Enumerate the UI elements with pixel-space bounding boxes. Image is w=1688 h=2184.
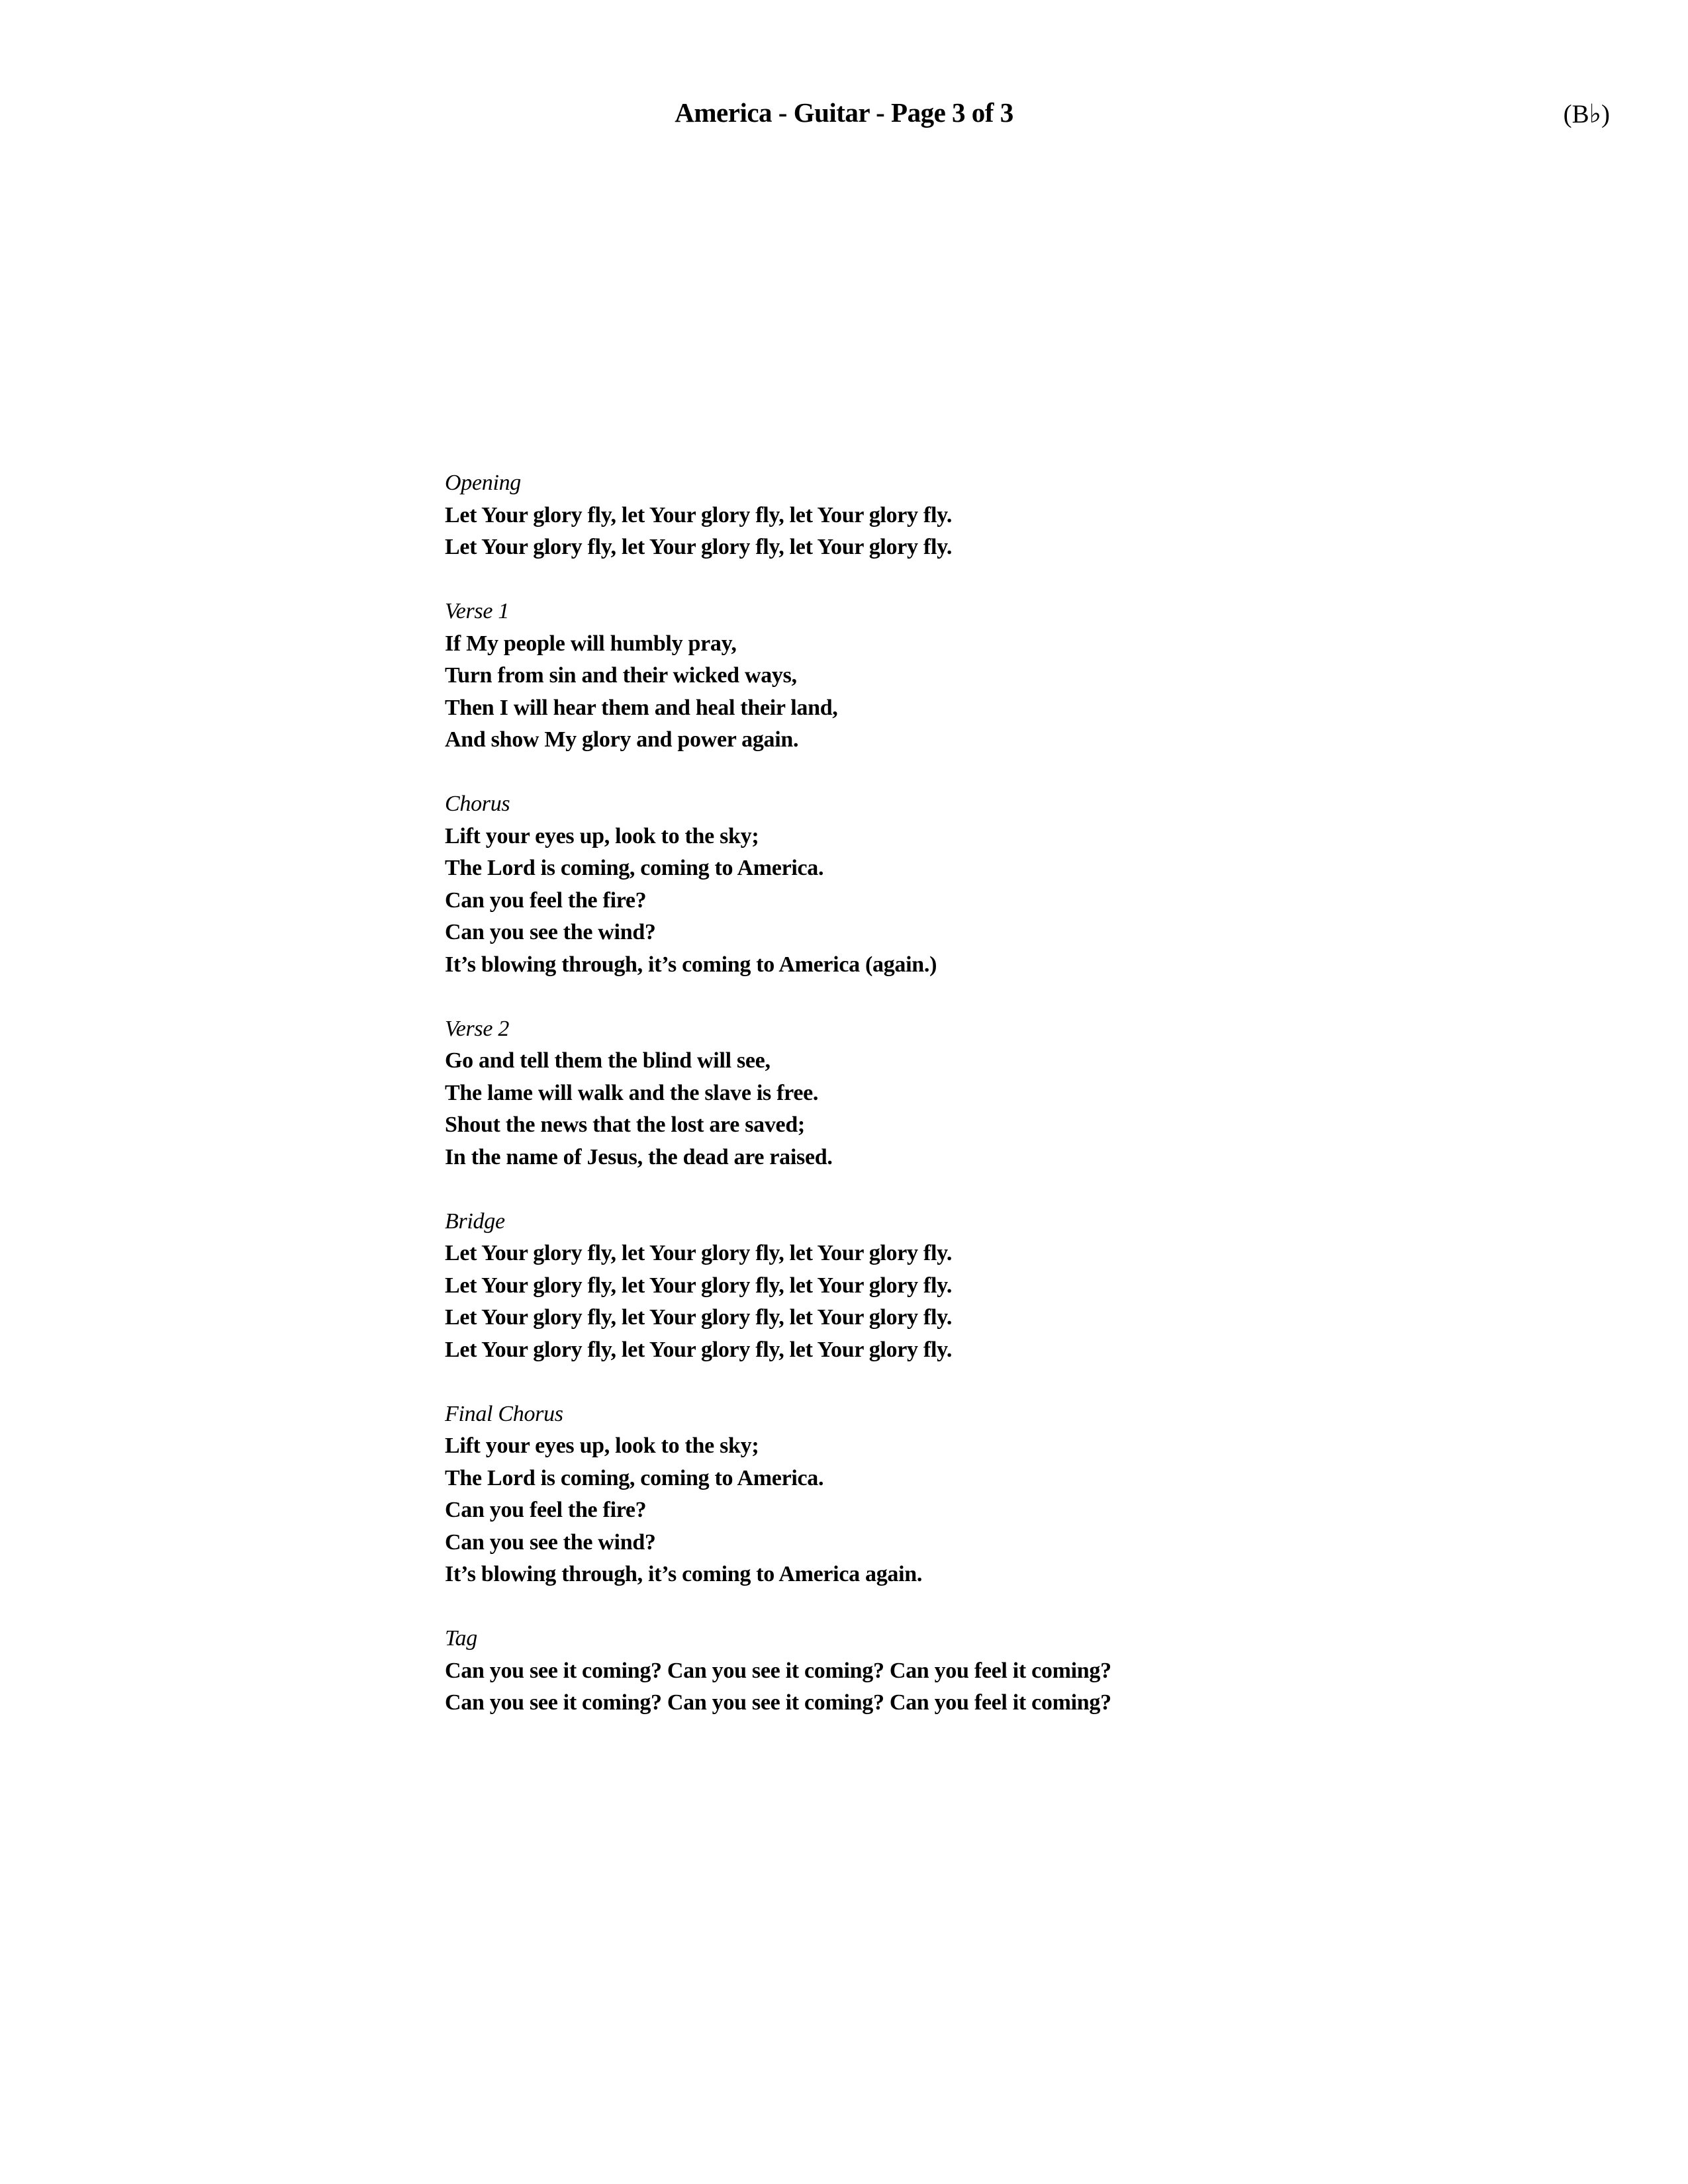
lyrics-section: [445, 788, 1504, 981]
lyrics-section: [445, 467, 1504, 564]
lyric-line: Then I will hear them and heal their land,: [445, 695, 838, 720]
lyric-line: Let Your glory fly, let Your glory fly, let Your glory fly.: [445, 1241, 953, 1265]
lyric-line: Can you see it coming? Can you see it coming? Can you feel it coming?: [445, 1658, 1111, 1683]
lyric-line: Can you see the wind?: [445, 1529, 656, 1555]
section-lines: [445, 1238, 1504, 1366]
lyric-line: The Lord is coming, coming to America.: [445, 856, 824, 880]
lyric-line: Let Your glory fly, let Your glory fly, let Your glory fly.: [445, 1337, 953, 1362]
lyric-line: Can you feel the fire?: [445, 1498, 647, 1522]
lyrics-section: [445, 1013, 1504, 1174]
section-label: Bridge: [445, 1208, 505, 1234]
lyrics-section: [445, 1623, 1504, 1719]
lyric-line: Let Your glory fly, let Your glory fly, let Your glory fly.: [445, 1273, 953, 1298]
section-lines: [445, 500, 1504, 564]
lyric-line: In the name of Jesus, the dead are raised.: [445, 1144, 833, 1169]
lyric-line: Lift your eyes up, look to the sky;: [445, 1433, 759, 1458]
section-label: Final Chorus: [445, 1401, 563, 1426]
lyric-line: Let Your glory fly, let Your glory fly, let Your glory fly.: [445, 502, 953, 527]
lyric-line: Can you see it coming? Can you see it coming? Can you feel it coming?: [445, 1690, 1111, 1715]
lyric-line: Let Your glory fly, let Your glory fly, let Your glory fly.: [445, 535, 953, 559]
lyric-line: Can you see the wind?: [445, 920, 656, 944]
lyric-line: It’s blowing through, it’s coming to America again.: [445, 1562, 923, 1586]
key-signature: (B♭): [1563, 100, 1610, 128]
section-label: Verse 2: [445, 1016, 510, 1041]
lyric-line: And show My glory and power again.: [445, 727, 799, 752]
page-title: America - Guitar - Page 3 of 3: [675, 97, 1013, 128]
section-lines: [445, 1430, 1504, 1591]
lyrics-section: [445, 596, 1504, 756]
lyric-line: The lame will walk and the slave is free.: [445, 1080, 819, 1105]
lyric-line: It’s blowing through, it’s coming to America (again.): [445, 952, 937, 977]
lyric-line: Turn from sin and their wicked ways,: [445, 663, 797, 688]
section-lines: [445, 628, 1504, 756]
section-label: Opening: [445, 471, 521, 495]
lyric-line: The Lord is coming, coming to America.: [445, 1465, 824, 1490]
section-lines: [445, 1045, 1504, 1173]
section-label: Verse 1: [445, 599, 510, 623]
section-label: Chorus: [445, 792, 510, 816]
section-lines: [445, 1655, 1504, 1719]
lyric-line: If My people will humbly pray,: [445, 631, 737, 656]
lyrics-section: [445, 1206, 1504, 1367]
lyric-line: Let Your glory fly, let Your glory fly, let Your glory fly.: [445, 1305, 953, 1330]
lyric-line: Shout the news that the lost are saved;: [445, 1113, 805, 1137]
lyrics-content: [445, 467, 1504, 1751]
lyric-line: Lift your eyes up, look to the sky;: [445, 823, 759, 848]
section-lines: [445, 821, 1504, 981]
lyrics-section: [445, 1398, 1504, 1591]
section-label: Tag: [445, 1626, 477, 1651]
lyric-line: Go and tell them the blind will see,: [445, 1048, 771, 1073]
lyric-line: Can you feel the fire?: [445, 887, 647, 913]
